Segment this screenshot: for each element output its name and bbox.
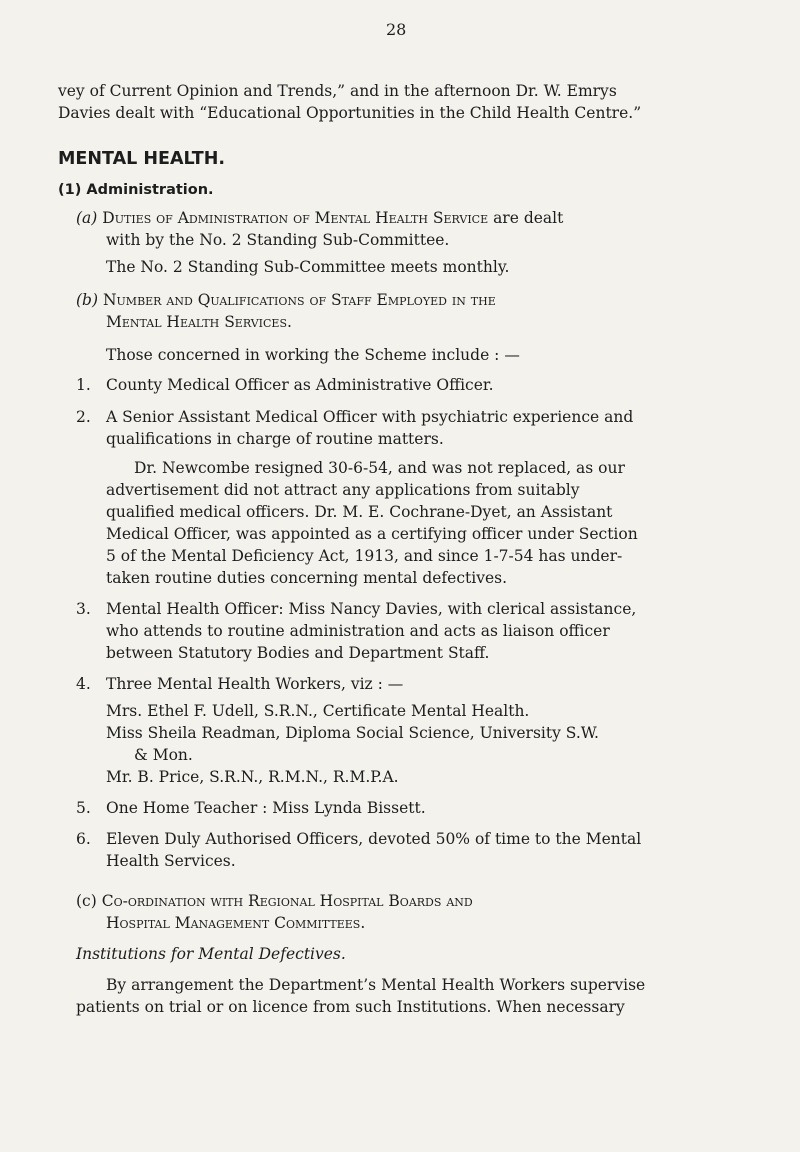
part-b-title-1: Number and Qualifications of Staff Employed in the — [102, 291, 496, 309]
item-3-number: 3. — [76, 600, 91, 618]
part-b-heading — [76, 289, 496, 311]
part-b-label: (b) — [76, 291, 99, 309]
item-2-para-line: Dr. Newcombe resigned 30-6-54, and was not replaced, as our — [134, 459, 625, 477]
item-2-para-line: Medical Officer, was appointed as a certifying officer under Section — [106, 525, 638, 543]
institutions-heading: Institutions for Mental Defectives. — [76, 945, 346, 963]
part-b-title-2: Mental Health Services. — [106, 313, 292, 331]
part-a-tail: are dealt — [493, 209, 564, 227]
intro-line-2: Davies dealt with “Educational Opportunities in the Child Health Centre.” — [58, 104, 642, 122]
item-1-text: County Medical Officer as Administrative Officer. — [106, 376, 494, 394]
item-2-para-line: advertisement did not attract any applications from suitably — [106, 481, 580, 499]
section-title: MENTAL HEALTH. — [58, 149, 226, 169]
part-a-heading — [76, 207, 563, 229]
item-1-number: 1. — [76, 376, 91, 394]
item-3-line-3: between Statutory Bodies and Department Staff. — [106, 644, 490, 662]
item-2-line-2: qualifications in charge of routine matters. — [106, 430, 444, 448]
item-2-para-line: 5 of the Mental Deficiency Act, 1913, and since 1-7-54 has under- — [106, 547, 623, 565]
part-a-label: (a) — [76, 209, 98, 227]
worker-line: & Mon. — [134, 746, 193, 764]
item-2-number: 2. — [76, 408, 91, 426]
item-2-para-line: qualified medical officers. Dr. M. E. Cochrane-Dyet, an Assistant — [106, 503, 613, 521]
closing-line-2: patients on trial or on licence from such Institutions. When necessary — [76, 998, 625, 1016]
intro-line-1: vey of Current Opinion and Trends,” and in the afternoon Dr. W. Emrys — [58, 82, 617, 100]
part-c-heading — [76, 890, 473, 912]
subsection-administration: (1) Administration. — [58, 182, 214, 198]
part-b-intro: Those concerned in working the Scheme include : — — [106, 346, 520, 364]
item-6-number: 6. — [76, 830, 91, 848]
item-4-line-1: Three Mental Health Workers, viz : — — [106, 675, 404, 693]
item-2-line-1: A Senior Assistant Medical Officer with psychiatric experience and — [106, 408, 634, 426]
worker-line: Miss Sheila Readman, Diploma Social Science, University S.W. — [106, 724, 599, 742]
item-3-line-1: Mental Health Officer: Miss Nancy Davies, with clerical assistance, — [106, 600, 637, 618]
part-a-paragraph: The No. 2 Standing Sub-Committee meets monthly. — [106, 258, 510, 276]
page-number: 28 — [386, 20, 407, 39]
item-5-number: 5. — [76, 799, 91, 817]
item-5-text: One Home Teacher : Miss Lynda Bissett. — [106, 799, 426, 817]
part-a-title: Duties of Administration of Mental Health Service — [102, 209, 489, 227]
part-c-title-1: Co-ordination with Regional Hospital Boards and — [101, 892, 473, 910]
item-3-line-2: who attends to routine administration and acts as liaison officer — [106, 622, 610, 640]
worker-line: Mr. B. Price, S.R.N., R.M.N., R.M.P.A. — [106, 768, 399, 786]
worker-line: Mrs. Ethel F. Udell, S.R.N., Certificate Mental Health. — [106, 702, 530, 720]
item-2-para-line: taken routine duties concerning mental defectives. — [106, 569, 508, 587]
item-6-line-1: Eleven Duly Authorised Officers, devoted 50% of time to the Mental — [106, 830, 642, 848]
part-a-line-2: with by the No. 2 Standing Sub-Committee. — [106, 231, 450, 249]
closing-line-1: By arrangement the Department’s Mental Health Workers supervise — [106, 976, 646, 994]
item-6-line-2: Health Services. — [106, 852, 236, 870]
part-c-label: (c) — [76, 892, 97, 910]
part-c-title-2: Hospital Management Committees. — [106, 914, 366, 932]
item-4-number: 4. — [76, 675, 91, 693]
